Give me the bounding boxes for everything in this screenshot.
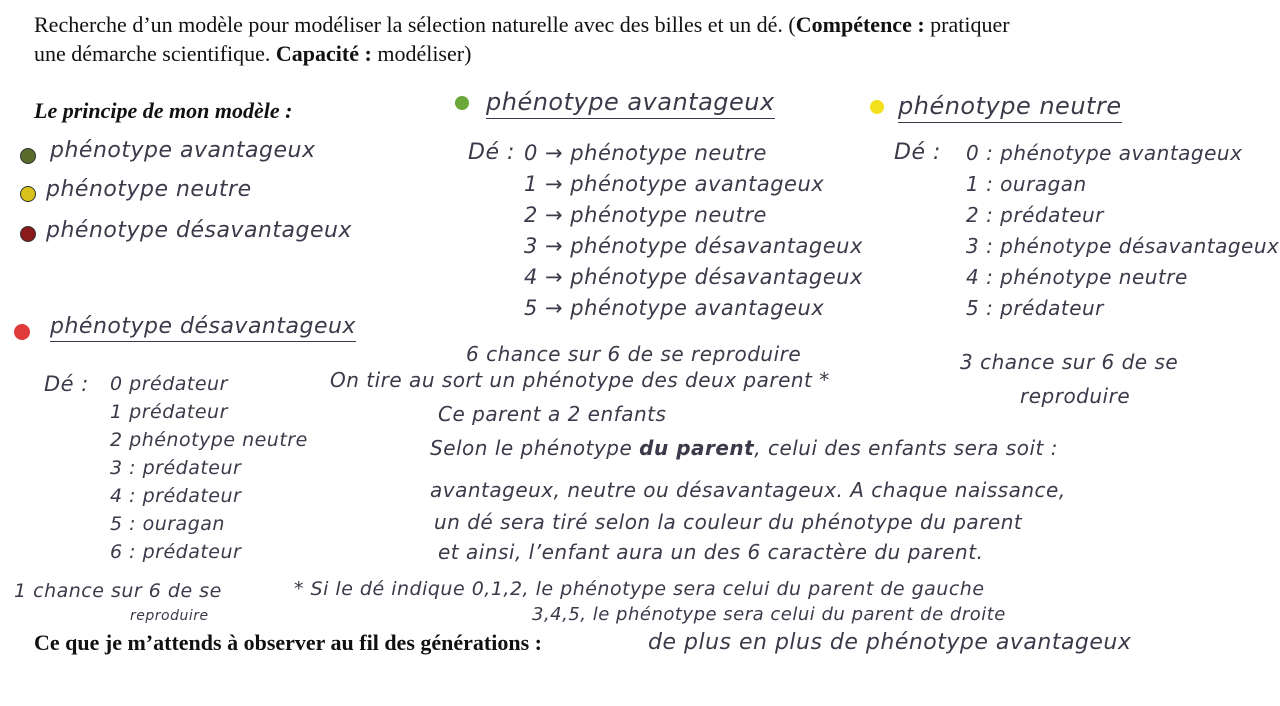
explanation-line-3 (430, 436, 1058, 460)
explanation-line-3c: , celui des enfants sera soit : (754, 436, 1058, 460)
neutre-row: 0 : phénotype avantageux (966, 141, 1243, 165)
avantageux-row: 1 → phénotype avantageux (524, 172, 825, 196)
explanation-note-2: 3,4,5, le phénotype sera celui du parent de droite (532, 604, 1006, 625)
avantageux-dot (455, 96, 469, 110)
expectation-answer: de plus en plus de phénotype avantageux (648, 630, 1132, 655)
desavantageux-title: phénotype désavantageux (50, 314, 356, 342)
header-capacite-label: Capacité : (275, 41, 372, 66)
principle-dot-neutre (20, 186, 36, 202)
principle-item-neutre: phénotype neutre (46, 177, 252, 202)
avantageux-row: 4 → phénotype désavantageux (524, 265, 863, 289)
neutre-row: 4 : phénotype neutre (966, 265, 1188, 289)
avantageux-rows (524, 138, 863, 324)
avantageux-row: 5 → phénotype avantageux (524, 296, 825, 320)
desavantageux-chance-line-1: 1 chance sur 6 de se (14, 580, 222, 602)
desavantageux-row: 1 prédateur (110, 401, 228, 423)
principle-title: Le principe de mon modèle : (34, 98, 293, 123)
avantageux-row: 0 → phénotype neutre (524, 141, 767, 165)
header-line-2 (34, 41, 471, 67)
explanation-line-6: et ainsi, l’enfant aura un des 6 caractère du parent. (438, 540, 984, 564)
header-text-2a: une démarche scientifique. (34, 41, 276, 66)
neutre-de-label: Dé : (894, 140, 941, 165)
explanation-line-3a: Selon le phénotype (430, 436, 640, 460)
explanation-line-5: un dé sera tiré selon la couleur du phénotype du parent (434, 510, 1023, 534)
desavantageux-de-label: Dé : (44, 372, 89, 396)
explanation-line-2: Ce parent a 2 enfants (438, 402, 667, 426)
avantageux-de-label: Dé : (468, 140, 515, 165)
principle-dot-desavantageux (20, 226, 36, 242)
neutre-title: phénotype neutre (898, 92, 1122, 123)
neutre-row: 2 : prédateur (966, 203, 1104, 227)
avantageux-title: phénotype avantageux (486, 88, 775, 119)
principle-item-desavantageux: phénotype désavantageux (46, 218, 352, 243)
desavantageux-dot (14, 324, 30, 340)
avantageux-row: 2 → phénotype neutre (524, 203, 767, 227)
desavantageux-chance-line-2: reproduire (130, 608, 209, 624)
neutre-row: 5 : prédateur (966, 296, 1104, 320)
desavantageux-row: 0 prédateur (110, 373, 228, 395)
desavantageux-row: 6 : prédateur (110, 541, 242, 563)
desavantageux-row: 2 phénotype neutre (110, 429, 308, 451)
neutre-dot (870, 100, 884, 114)
explanation-line-3b: du parent (639, 436, 755, 460)
principle-item-avantageux: phénotype avantageux (50, 138, 316, 163)
header-text-1c: pratiquer (924, 12, 1010, 37)
explanation-line-1: On tire au sort un phénotype des deux parent * (330, 368, 830, 392)
explanation-line-4: avantageux, neutre ou désavantageux. A chaque naissance, (430, 478, 1066, 502)
desavantageux-rows (110, 370, 308, 566)
header-competence-label: Compétence : (795, 12, 925, 37)
header-text-1a: Recherche d’un modèle pour modéliser la sélection naturelle avec des billes et un dé. ( (34, 12, 796, 37)
expectation-label: Ce que je m’attends à observer au fil des générations : (34, 630, 542, 655)
principle-dot-avantageux (20, 148, 36, 164)
header-text-2c: modéliser) (371, 41, 472, 66)
explanation-note-1: * Si le dé indique 0,1,2, le phénotype sera celui du parent de gauche (294, 578, 985, 600)
desavantageux-row: 4 : prédateur (110, 485, 242, 507)
header-line-1 (34, 12, 1010, 38)
neutre-row: 1 : ouragan (966, 172, 1087, 196)
neutre-chance-line-2: reproduire (1020, 384, 1131, 408)
avantageux-row: 3 → phénotype désavantageux (524, 234, 863, 258)
avantageux-chance: 6 chance sur 6 de se reproduire (466, 342, 802, 366)
neutre-rows (966, 138, 1279, 324)
desavantageux-row: 3 : prédateur (110, 457, 242, 479)
neutre-row: 3 : phénotype désavantageux (966, 234, 1280, 258)
desavantageux-row: 5 : ouragan (110, 513, 225, 535)
neutre-chance-line-1: 3 chance sur 6 de se (960, 350, 1179, 374)
